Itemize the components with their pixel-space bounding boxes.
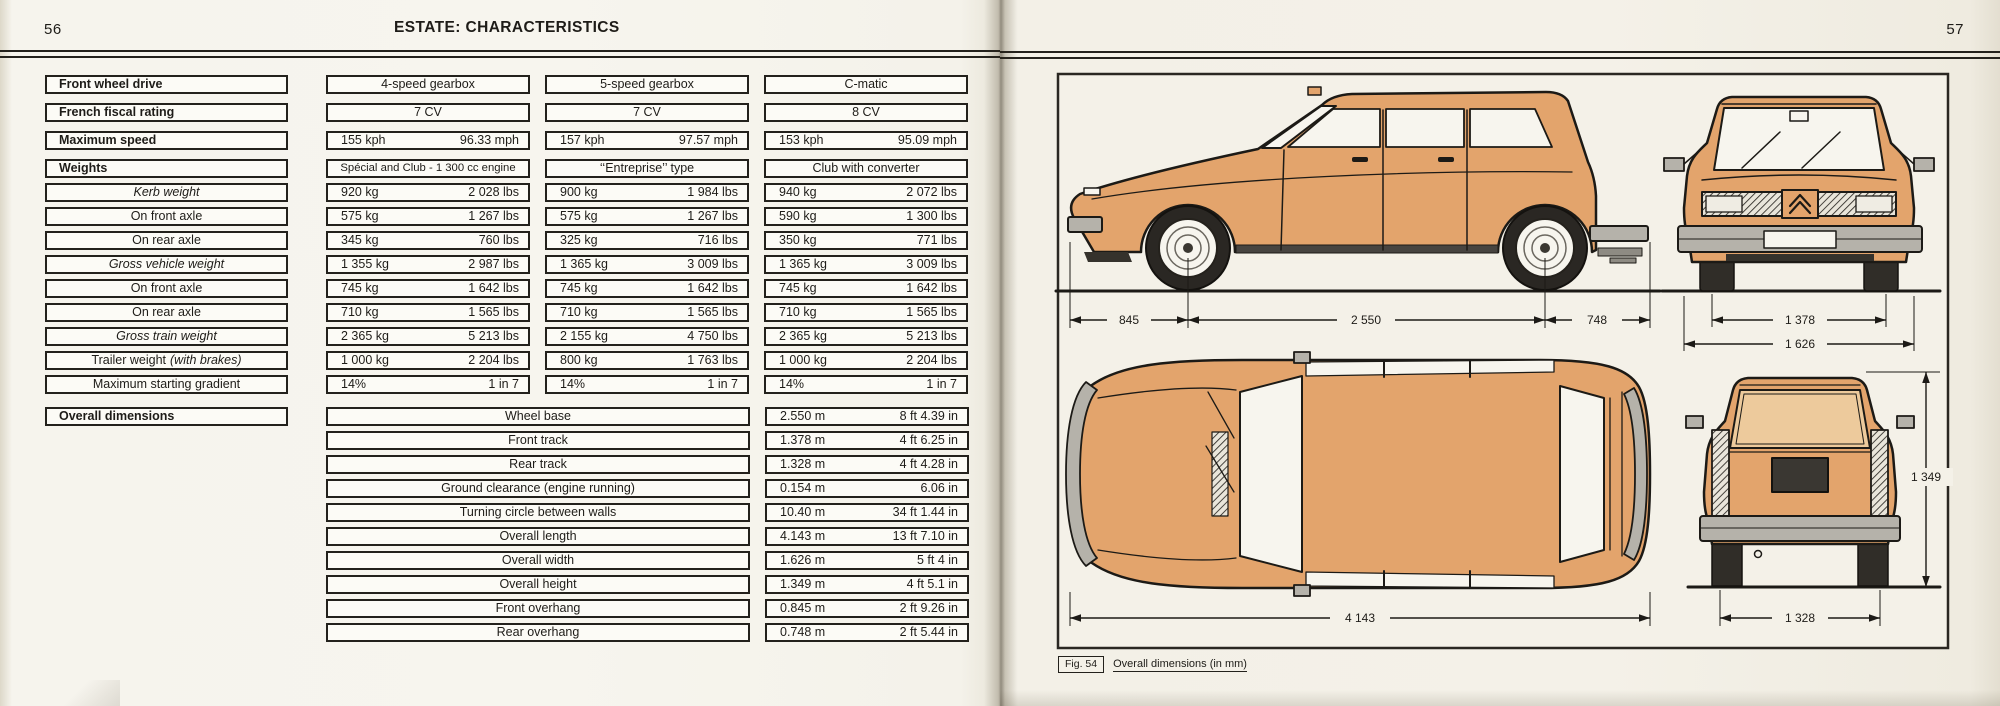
value-cell: 900 kg 1 984 lbs xyxy=(545,183,749,202)
value-cell: 7 CV xyxy=(545,103,749,122)
table-row-front-overhang xyxy=(45,599,975,618)
row-label: On rear axle xyxy=(45,303,288,322)
value-cell: 940 kg 2 072 lbs xyxy=(764,183,968,202)
dim-front-overhang: 845 xyxy=(1118,313,1140,327)
car-top-view xyxy=(1066,352,1650,596)
table-row-rear-axle xyxy=(45,231,975,250)
value-cell: 153 kph 95.09 mph xyxy=(764,131,968,150)
row-label: Weights xyxy=(45,159,288,178)
value-cell: 575 kg 1 267 lbs xyxy=(326,207,530,226)
value-cell: 0.845 m 2 ft 9.26 in xyxy=(765,599,969,618)
header-rule-left xyxy=(0,50,1000,58)
table-row-front-track xyxy=(45,431,975,450)
value-cell: 0.748 m 2 ft 5.44 in xyxy=(765,623,969,642)
value-cell: 1.349 m 4 ft 5.1 in xyxy=(765,575,969,594)
table-row-rear-track xyxy=(45,455,975,474)
value-cell: 1.328 m 4 ft 4.28 in xyxy=(765,455,969,474)
value-cell: 1.378 m 4 ft 6.25 in xyxy=(765,431,969,450)
value-cell: 710 kg 1 565 lbs xyxy=(326,303,530,322)
dimension-name: Turning circle between walls xyxy=(326,503,750,522)
figure-caption xyxy=(1058,656,1247,673)
value-cell: 745 kg 1 642 lbs xyxy=(326,279,530,298)
value-cell: 1 000 kg 2 204 lbs xyxy=(326,351,530,370)
page-57 xyxy=(1000,0,2000,706)
value-cell: 2 365 kg 5 213 lbs xyxy=(326,327,530,346)
page-number-right: 57 xyxy=(1946,21,1964,38)
row-label: On rear axle xyxy=(45,231,288,250)
value-cell: 1 355 kg 2 987 lbs xyxy=(326,255,530,274)
table-row-gvw-front-axle xyxy=(45,279,975,298)
row-label: Front wheel drive xyxy=(45,75,288,94)
row-label: French fiscal rating xyxy=(45,103,288,122)
value-cell: 7 CV xyxy=(326,103,530,122)
table-row-turning-circle xyxy=(45,503,975,522)
table-row-front-axle xyxy=(45,207,975,226)
figure-tag: Fig. 54 xyxy=(1058,656,1104,673)
value-cell: 157 kph 97.57 mph xyxy=(545,131,749,150)
characteristics-table xyxy=(45,75,975,647)
value-cell: 1 365 kg 3 009 lbs xyxy=(545,255,749,274)
row-label: On front axle xyxy=(45,207,288,226)
row-label: Maximum speed xyxy=(45,131,288,150)
dim-rear-overhang: 748 xyxy=(1586,313,1608,327)
value-cell: 575 kg 1 267 lbs xyxy=(545,207,749,226)
value-cell: 14% 1 in 7 xyxy=(545,375,749,394)
value-cell: 10.40 m 34 ft 1.44 in xyxy=(765,503,969,522)
value-cell: 14% 1 in 7 xyxy=(764,375,968,394)
value-cell: 14% 1 in 7 xyxy=(326,375,530,394)
value-cell: 1 365 kg 3 009 lbs xyxy=(764,255,968,274)
variant-header: ‘‘Entreprise’’ type xyxy=(545,159,749,178)
column-header-5speed: 5-speed gearbox xyxy=(545,75,749,94)
value-cell: 745 kg 1 642 lbs xyxy=(545,279,749,298)
dim-overall-height: 1 349 xyxy=(1910,470,1942,484)
row-label: Maximum starting gradient xyxy=(45,375,288,394)
table-row-overall-length xyxy=(45,527,975,546)
table-row-ground-clearance xyxy=(45,479,975,498)
dimension-name: Overall length xyxy=(326,527,750,546)
value-cell: 350 kg 771 lbs xyxy=(764,231,968,250)
variant-header: Club with converter xyxy=(764,159,968,178)
value-cell: 2 365 kg 5 213 lbs xyxy=(764,327,968,346)
value-cell: 2.550 m 8 ft 4.39 in xyxy=(765,407,969,426)
table-row-rear-overhang xyxy=(45,623,975,642)
value-cell: 8 CV xyxy=(764,103,968,122)
table-row-trailer xyxy=(45,351,975,370)
value-cell: 325 kg 716 lbs xyxy=(545,231,749,250)
value-cell: 345 kg 760 lbs xyxy=(326,231,530,250)
value-cell: 4.143 m 13 ft 7.10 in xyxy=(765,527,969,546)
table-row-gradient xyxy=(45,375,975,394)
dimension-name: Rear track xyxy=(326,455,750,474)
row-label: Trailer weight (with brakes) xyxy=(45,351,288,370)
table-row-speed xyxy=(45,131,975,150)
value-cell: 155 kph 96.33 mph xyxy=(326,131,530,150)
dimension-name: Front overhang xyxy=(326,599,750,618)
dimension-name: Rear overhang xyxy=(326,623,750,642)
dim-front-track: 1 378 xyxy=(1784,313,1816,327)
table-row-gross-vehicle xyxy=(45,255,975,274)
table-row-weights-header xyxy=(45,159,975,178)
row-label: Gross vehicle weight xyxy=(45,255,288,274)
value-cell: 920 kg 2 028 lbs xyxy=(326,183,530,202)
value-cell: 1 000 kg 2 204 lbs xyxy=(764,351,968,370)
value-cell: 590 kg 1 300 lbs xyxy=(764,207,968,226)
page-number-left: 56 xyxy=(44,21,62,38)
column-header-cmatic: C-matic xyxy=(764,75,968,94)
variant-header: Spécial and Club - 1 300 cc engine xyxy=(326,159,530,178)
value-cell: 800 kg 1 763 lbs xyxy=(545,351,749,370)
page-title: ESTATE: CHARACTERISTICS xyxy=(394,19,620,36)
table-row-overall-height xyxy=(45,575,975,594)
column-header-4speed: 4-speed gearbox xyxy=(326,75,530,94)
value-cell: 1.626 m 5 ft 4 in xyxy=(765,551,969,570)
row-label: Gross train weight xyxy=(45,327,288,346)
row-label-overall-dimensions: Overall dimensions xyxy=(45,407,288,426)
row-label: Kerb weight xyxy=(45,183,288,202)
table-row-overall-width xyxy=(45,551,975,570)
table-row-drive xyxy=(45,75,975,94)
dimension-name: Ground clearance (engine running) xyxy=(326,479,750,498)
table-row-gvw-rear-axle xyxy=(45,303,975,322)
value-cell: 710 kg 1 565 lbs xyxy=(764,303,968,322)
table-row-fiscal xyxy=(45,103,975,122)
table-row-wheelbase xyxy=(45,407,975,426)
dimension-name: Wheel base xyxy=(326,407,750,426)
dimension-name: Front track xyxy=(326,431,750,450)
dimension-name: Overall width xyxy=(326,551,750,570)
dim-wheel-base: 2 550 xyxy=(1350,313,1382,327)
table-row-gross-train xyxy=(45,327,975,346)
dim-overall-width: 1 626 xyxy=(1784,337,1816,351)
table-row-kerb-weight xyxy=(45,183,975,202)
row-label: On front axle xyxy=(45,279,288,298)
dim-overall-length: 4 143 xyxy=(1344,611,1376,625)
figure-caption-text: Overall dimensions (in mm) xyxy=(1113,657,1247,670)
dimension-name: Overall height xyxy=(326,575,750,594)
value-cell: 710 kg 1 565 lbs xyxy=(545,303,749,322)
value-cell: 0.154 m 6.06 in xyxy=(765,479,969,498)
value-cell: 745 kg 1 642 lbs xyxy=(764,279,968,298)
value-cell: 2 155 kg 4 750 lbs xyxy=(545,327,749,346)
dim-rear-track: 1 328 xyxy=(1784,611,1816,625)
overall-dimensions-figure xyxy=(1000,0,2000,706)
